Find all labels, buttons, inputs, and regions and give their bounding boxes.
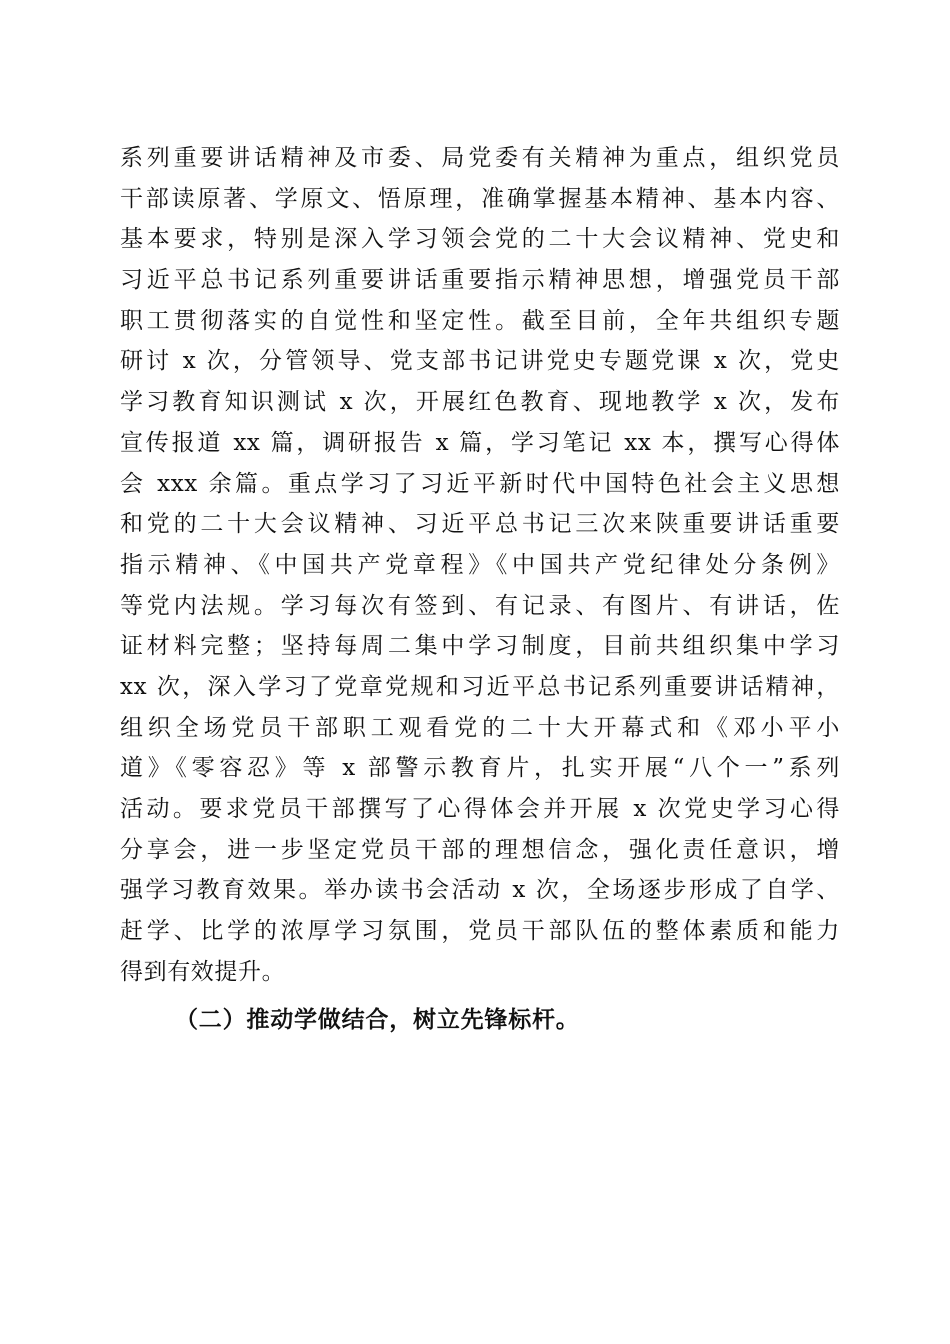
paragraph-line: 宣传报道 xx 篇，调研报告 x 篇，学习笔记 xx 本，撰写心得体: [120, 429, 840, 456]
section-heading: （二）推动学做结合，树立先锋标杆。: [175, 1007, 580, 1033]
paragraph-line: 赶学、比学的浓厚学习氛围，党员干部队伍的整体素质和能力: [120, 918, 840, 945]
paragraph-line: 等党内法规。学习每次有签到、有记录、有图片、有讲话，佐: [120, 592, 840, 619]
paragraph-line: 研讨 x 次，分管领导、党支部书记讲党史专题党课 x 次，党史: [120, 348, 840, 375]
paragraph-line: 基本要求，特别是深入学习领会党的二十大会议精神、党史和: [120, 226, 840, 253]
paragraph-line: 组织全场党员干部职工观看党的二十大开幕式和《邓小平小: [120, 714, 840, 741]
paragraph-line: 习近平总书记系列重要讲话重要指示精神思想，增强党员干部: [120, 267, 840, 294]
paragraph-line: 干部读原著、学原文、悟原理，准确掌握基本精神、基本内容、: [120, 185, 840, 212]
paragraph-line: 分享会，进一步坚定党员干部的理想信念，强化责任意识，增: [120, 836, 840, 863]
paragraph-line: 证材料完整；坚持每周二集中学习制度，目前共组织集中学习: [120, 633, 840, 660]
body-paragraph: [120, 138, 840, 992]
paragraph-line: 系列重要讲话精神及市委、局党委有关精神为重点，组织党员: [120, 145, 840, 171]
paragraph-line: 指示精神、《中国共产党章程》《中国共产党纪律处分条例》: [120, 551, 840, 578]
paragraph-line: 活动。要求党员干部撰写了心得体会并开展 x 次党史学习心得: [120, 796, 840, 822]
paragraph-line: 强学习教育效果。举办读书会活动 x 次，全场逐步形成了自学、: [120, 877, 840, 904]
paragraph-line: 学习教育知识测试 x 次，开展红色教育、现地教学 x 次，发布: [120, 389, 840, 416]
paragraph-line: 道》《零容忍》等 x 部警示教育片，扎实开展“八个一”系列: [120, 755, 840, 782]
paragraph-line: xx 次，深入学习了党章党规和习近平总书记系列重要讲话精神，: [120, 673, 840, 700]
paragraph-line: 和党的二十大会议精神、习近平总书记三次来陕重要讲话重要: [120, 511, 840, 538]
paragraph-line: 会 xxx 余篇。重点学习了习近平新时代中国特色社会主义思想: [120, 470, 840, 497]
paragraph-line: 职工贯彻落实的自觉性和坚定性。截至目前，全年共组织专题: [120, 307, 840, 334]
paragraph-line: 得到有效提升。: [120, 958, 286, 985]
